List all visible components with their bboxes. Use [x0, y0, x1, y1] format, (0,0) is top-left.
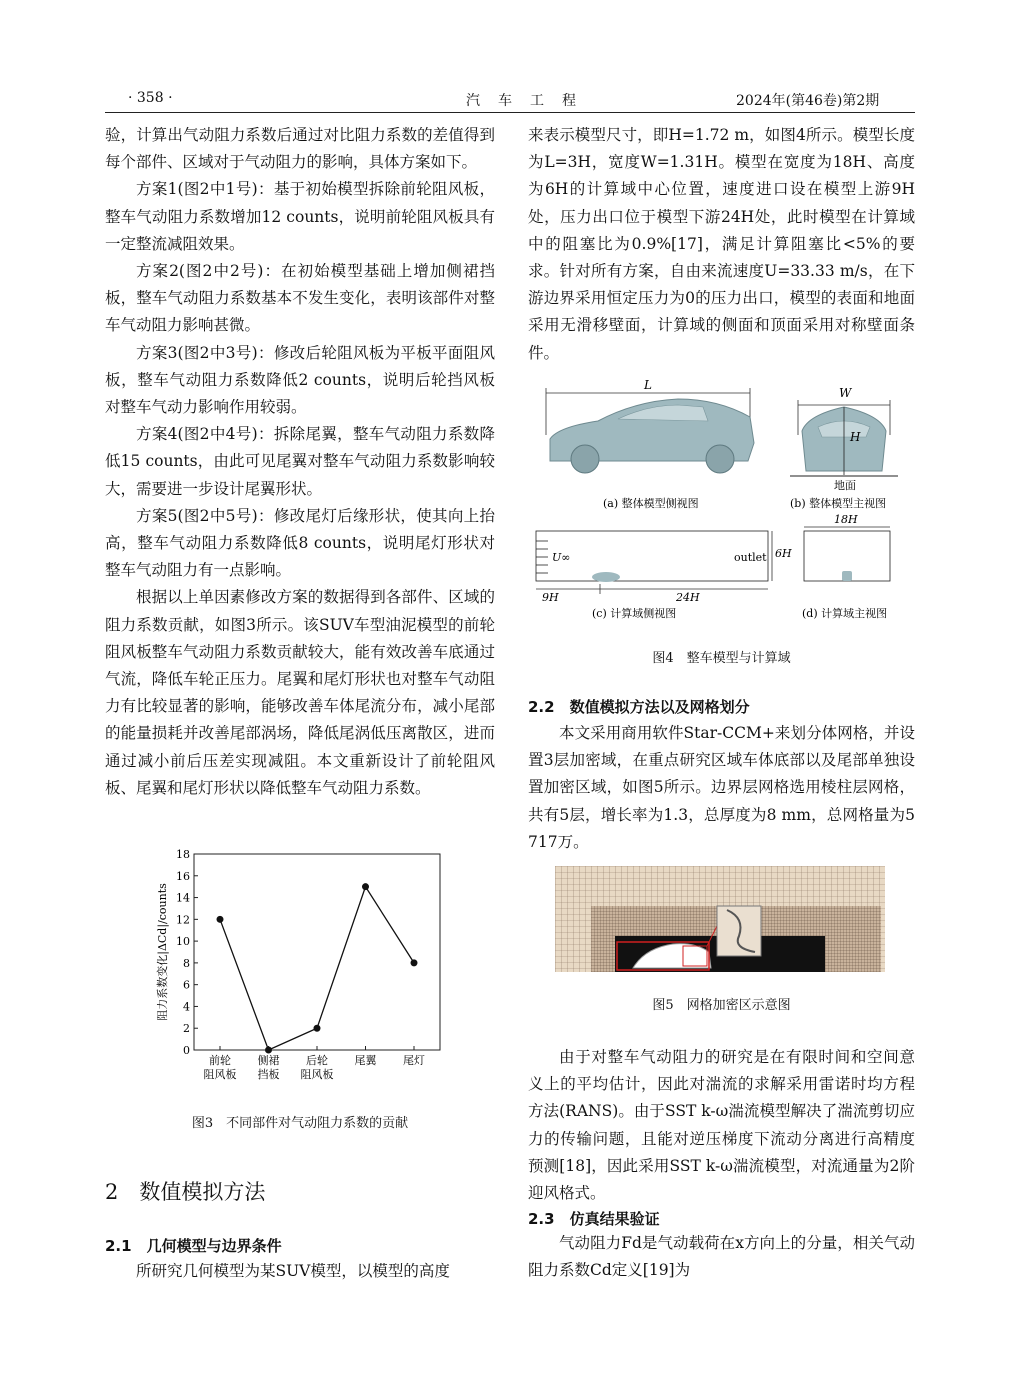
x-tick-label: 前轮 — [209, 1054, 231, 1067]
y-tick-label: 6 — [183, 978, 190, 992]
data-point — [411, 959, 418, 966]
x-tick-label: 尾灯 — [403, 1054, 425, 1067]
x-tick-label: 尾翼 — [354, 1054, 377, 1067]
data-point — [217, 916, 224, 923]
label-ground: 地面 — [834, 479, 856, 492]
paragraph: 方案4(图2中4号)：拆除尾翼，整车气动阻力系数降低15 counts，由此可见尾翼对整车气动阻力系数影响较大，需要进一步设计尾翼形状。 — [105, 425, 495, 498]
data-point — [314, 1025, 321, 1032]
x-tick-label: 挡板 — [257, 1068, 280, 1081]
paragraph: 本文采用商用软件Star-CCM+来划分体网格，并设置3层加密域，在重点研究区域车体底部以及尾部单独设置加密区域，如图5所示。边界层网格选用棱柱层网格，共有5层，增长率为1.3，总厚度为8 mm，总网格量为5 717万。 — [528, 724, 915, 851]
paragraph: 验，计算出气动阻力系数后通过对比阻力系数的差值得到每个部件、区域对于气动阻力的影响，具体方案如下。 — [105, 126, 495, 172]
paragraph: 方案3(图2中3号)：修改后轮阻风板为平板平面阻风板，整车气动阻力系数降低2 counts，说明后轮挡风板对整车气动力影响作用较弱。 — [105, 343, 495, 417]
label-18H: 18H — [834, 513, 858, 526]
x-tick-label: 阻风板 — [300, 1068, 334, 1081]
paragraph: 方案1(图2中1号)：基于初始模型拆除前轮阻风板，整车气动阻力系数增加12 counts，说明前轮阻风板具有一定整流减阻效果。 — [105, 180, 495, 253]
figure-3-chart — [150, 840, 450, 1090]
wheel-icon — [571, 445, 599, 473]
label-W: W — [839, 386, 852, 400]
y-tick-label: 18 — [176, 848, 190, 861]
y-tick-label: 2 — [183, 1022, 190, 1036]
caption-b: (b) 整体模型主视图 — [790, 497, 887, 510]
paragraph: 方案5(图2中5号)：修改尾灯后缘形状，使其向上抬高，整车气动阻力系数降低8 counts，说明尾灯形状对整车气动阻力有一点影响。 — [105, 506, 495, 580]
wheel-icon — [706, 445, 734, 473]
caption-c: (c) 计算域侧视图 — [592, 607, 677, 620]
y-tick-label: 10 — [176, 935, 190, 949]
left-column — [105, 122, 495, 802]
y-axis-label: 阻力系数变化|ΔCd|/counts — [156, 883, 169, 1021]
subsection-heading: 2.3 仿真结果验证 — [528, 1210, 660, 1228]
journal-title: 汽 车 工 程 — [466, 93, 578, 109]
caption-a: (a) 整体模型侧视图 — [603, 497, 699, 510]
right-paragraph-1: 来表示模型尺寸，即H=1.72 m，如图4所示。模型长度为L=3H，宽度W=1.31H。模型在宽度为18H、高度为6H的计算域中心位置，速度进口设在模型上游9H处，压力出口位于模型下游24H处，此时模型在计算域中的阻塞比为0.9%[17]，满足计算阻塞比<5%的要求。针对所有方案，自由来流速度U=33.33 m/s，在下游边界采用恒定压力为0的压力出口，模型的表面和地面采用无滑移壁面，计算域的侧面和顶面采用对称壁面条件。 — [528, 126, 915, 362]
label-L: L — [644, 378, 652, 392]
issue-info: 2024年(第46卷)第2期 — [736, 93, 880, 109]
label-H: H — [850, 430, 861, 444]
subsection-heading: 2.1 几何模型与边界条件 — [105, 1237, 282, 1255]
y-tick-label: 0 — [183, 1044, 190, 1057]
y-tick-label: 4 — [183, 1000, 190, 1014]
figure-4 — [528, 375, 918, 640]
header-rule — [105, 112, 915, 113]
figure-5-mesh — [555, 866, 885, 972]
label-9H: 9H — [542, 591, 559, 604]
y-tick-label: 8 — [183, 956, 190, 970]
y-tick-label: 16 — [176, 869, 190, 883]
paragraph: 由于对整车气动阻力的研究是在有限时间和空间意义上的平均估计，因此对湍流的求解采用雷诺时均方程方法(RANS)。由于SST k-ω湍流模型解决了湍流剪切应力的传输问题，且能对逆压梯度下流动分离进行高精度预测[18]，因此采用SST k-ω湍流模型，对流通量为2阶迎风格式。 — [528, 1048, 915, 1203]
paragraph: 方案2(图2中2号)：在初始模型基础上增加侧裙挡板，整车气动阻力系数基本不发生变化，表明该部件对整车气动阻力影响甚微。 — [105, 262, 495, 335]
section-heading: 2 数值模拟方法 — [105, 1180, 266, 1204]
figure-4-caption: 图4 整车模型与计算域 — [652, 651, 791, 666]
label-24H: 24H — [676, 591, 700, 604]
data-point — [362, 883, 369, 890]
x-tick-label: 侧裙 — [257, 1054, 280, 1067]
y-tick-label: 12 — [176, 913, 190, 927]
figure-3-caption: 图3 不同部件对气动阻力系数的贡献 — [191, 1116, 409, 1131]
x-tick-label: 后轮 — [306, 1054, 328, 1067]
paragraph: 所研究几何模型为某SUV模型，以模型的高度 — [136, 1262, 450, 1280]
subsection-heading: 2.2 数值模拟方法以及网格划分 — [528, 698, 750, 716]
figure-5-caption: 图5 网格加密区示意图 — [652, 998, 791, 1013]
data-point — [265, 1047, 272, 1054]
caption-d: (d) 计算域主视图 — [802, 607, 888, 620]
car-small-icon — [592, 572, 620, 582]
label-outlet: outlet — [734, 551, 767, 564]
paragraph: 根据以上单因素修改方案的数据得到各部件、区域的阻力系数贡献，如图3所示。该SUV车型油泥模型的前轮阻风板整车气动阻力系数贡献较大，能有效改善车底通过气流，降低车轮正压力。尾翼和尾灯形状也对整车气动阻力有比较显著的影响，能够改善车体尾流分布，减小尾部的能量损耗并改善尾部涡场，降低尾涡低压离散区，进而通过减小前后压差实现减阻。本文重新设计了前轮阻风板、尾翼和尾灯形状以降低整车气动阻力系数。 — [105, 588, 495, 797]
car-tiny-icon — [842, 571, 852, 581]
page-number: · 358 · — [128, 90, 173, 106]
label-uinf: U∞ — [552, 551, 571, 564]
y-tick-label: 14 — [176, 891, 190, 905]
x-tick-label: 阻风板 — [203, 1068, 237, 1081]
label-6H: 6H — [775, 547, 792, 560]
paragraph: 气动阻力Fd是气动载荷在x方向上的分量，相关气动阻力系数Cd定义[19]为 — [528, 1234, 915, 1280]
plot-frame — [194, 854, 440, 1050]
